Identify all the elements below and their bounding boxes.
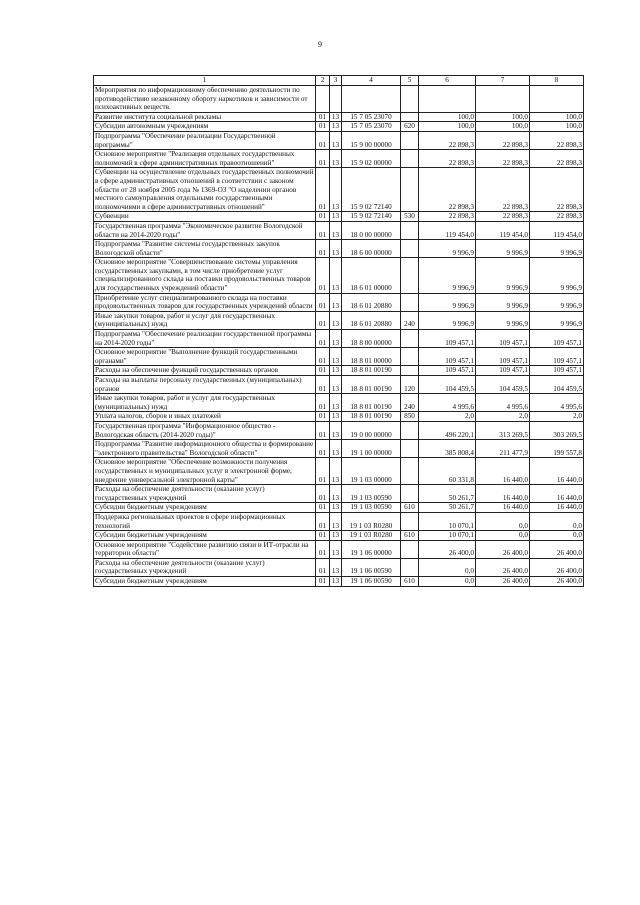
- row-name: Основное мероприятие "Совершенствование системы управления государственных закупками, в том числе приобретение услуг специализированного склада на поставки продовольственных товаров для государственных учреждений области": [94, 258, 316, 293]
- row-target-code: 19 1 03 R0280: [342, 512, 401, 530]
- row-target-code: 18 0 00 00000: [342, 221, 401, 239]
- row-value-2017: 9 996,9: [419, 240, 476, 258]
- row-name: Расходы на обеспечение деятельности (оказание услуг) государственных учреждений: [94, 485, 316, 503]
- row-name: Основное мероприятие "Содействие развитию связи и ИТ-отрасли на территории области": [94, 540, 316, 558]
- row-section: 01: [316, 485, 330, 503]
- row-name: Субвенции: [94, 212, 316, 222]
- row-expense-type: [401, 458, 419, 485]
- table-row: [94, 330, 584, 348]
- table-row: [94, 131, 584, 149]
- row-subsection: 13: [330, 540, 342, 558]
- row-name: Подпрограмма "Обеспечение реализации Государственной программы": [94, 131, 316, 149]
- row-target-code: 15 9 00 00000: [342, 131, 401, 149]
- row-section: 01: [316, 293, 330, 311]
- row-value-2018: 0,0: [476, 512, 530, 530]
- row-expense-type: [401, 240, 419, 258]
- row-value-2019: 16 440,0: [530, 458, 584, 485]
- row-value-2018: 26 400,0: [476, 540, 530, 558]
- row-expense-type: [401, 150, 419, 168]
- row-value-2019: 104 459,5: [530, 376, 584, 394]
- table-row: [94, 112, 584, 122]
- row-value-2018: 9 996,9: [476, 311, 530, 329]
- table-row: [94, 512, 584, 530]
- row-name: Мероприятия по информационному обеспечению деятельности по противодействию незаконному обороту наркотиков и зависимости от психоактивных веществ.: [94, 86, 316, 113]
- table-row: [94, 558, 584, 576]
- row-expense-type: [401, 540, 419, 558]
- row-section: 01: [316, 348, 330, 366]
- row-expense-type: 620: [401, 122, 419, 132]
- row-value-2019: 199 557,8: [530, 440, 584, 458]
- row-name: Субвенции на осуществление отдельных государственных полномочий в сфере административных отношений в соответствии с законом области от 28 ноября 2005 года № 1369-ОЗ "О наделении органов местного самоуправления отдельными государственными полномочиями в сфере административных отношений": [95, 168, 314, 211]
- row-value-2018: 16 440,0: [476, 458, 530, 485]
- row-value-2017: 9 996,9: [419, 311, 476, 329]
- row-target-code: 19 1 03 R0280: [342, 531, 401, 541]
- row-value-2017: 26 400,0: [419, 540, 476, 558]
- row-value-2018: 9 996,9: [476, 240, 530, 258]
- row-value-2018: 16 440,0: [476, 485, 530, 503]
- row-subsection: 13: [330, 440, 342, 458]
- table-row: [94, 240, 584, 258]
- row-section: 01: [316, 112, 330, 122]
- row-value-2018: 0,0: [476, 531, 530, 541]
- page-number: 9: [318, 40, 322, 49]
- row-section: 01: [316, 577, 330, 587]
- row-name: Субсидии автономным учреждениям: [94, 122, 316, 132]
- row-value-2019: 9 996,9: [530, 311, 584, 329]
- row-subsection: 13: [330, 577, 342, 587]
- table-row: [94, 485, 584, 503]
- row-expense-type: [401, 440, 419, 458]
- row-value-2018: 22 898,3: [476, 212, 530, 222]
- row-section: 01: [316, 540, 330, 558]
- row-target-code: 19 1 06 00590: [342, 577, 401, 587]
- row-value-2017: 22 898,3: [419, 150, 476, 168]
- table-row: [94, 212, 584, 222]
- table-row: [94, 412, 584, 422]
- row-value-2019: 22 898,3: [530, 131, 584, 149]
- row-subsection: 13: [330, 412, 342, 422]
- row-section: 01: [316, 122, 330, 132]
- row-expense-type: [401, 221, 419, 239]
- row-subsection: 13: [330, 330, 342, 348]
- row-value-2017: 109 457,1: [419, 366, 476, 376]
- row-expense-type: [401, 348, 419, 366]
- row-section: 01: [316, 503, 330, 513]
- row-value-2019: 9 996,9: [530, 293, 584, 311]
- row-value-2018: 4 995,6: [476, 394, 530, 412]
- table-row: [94, 376, 584, 394]
- row-section: 01: [316, 221, 330, 239]
- row-value-2019: 26 400,0: [530, 558, 584, 576]
- row-subsection: 13: [330, 258, 342, 293]
- row-value-2018: 119 454,0: [476, 221, 530, 239]
- row-value-2017: 2,0: [419, 412, 476, 422]
- row-subsection: 13: [330, 394, 342, 412]
- row-value-2017: 10 070,1: [419, 531, 476, 541]
- row-value-2017: 22 898,3: [419, 212, 476, 222]
- table-row: [94, 394, 584, 412]
- row-expense-type: [401, 112, 419, 122]
- row-value-2019: 22 898,3: [530, 212, 584, 222]
- row-expense-type: 850: [401, 412, 419, 422]
- row-value-2019: 100,0: [530, 112, 584, 122]
- row-target-code: 15 9 02 72140: [342, 212, 401, 222]
- row-value-2017: 22 898,3: [419, 131, 476, 149]
- row-name: Основное мероприятие "Выполнение функций государственными органами": [94, 348, 316, 366]
- row-subsection: 13: [330, 421, 342, 439]
- table-row: [94, 221, 584, 239]
- row-section: 01: [316, 531, 330, 541]
- row-target-code: 19 1 03 00000: [342, 458, 401, 485]
- row-subsection: 13: [330, 112, 342, 122]
- row-value-2018: 109 457,1: [476, 348, 530, 366]
- row-value-2018: 100,0: [476, 122, 530, 132]
- row-value-2019: 22 898,3: [530, 168, 584, 212]
- row-value-2017: 50 261,7: [419, 485, 476, 503]
- row-value-2018: 22 898,3: [476, 168, 530, 212]
- row-target-code: 18 8 01 00190: [342, 366, 401, 376]
- row-target-code: 18 8 01 00190: [342, 376, 401, 394]
- row-name: Основное мероприятие "Обеспечение возможности получения государственных и муниципальных услуг в электронной форме, внедрение универсальной электронной карты": [94, 458, 316, 485]
- row-subsection: 13: [330, 122, 342, 132]
- row-value-2017: 22 898,3: [419, 168, 476, 212]
- table-row: [94, 122, 584, 132]
- row-value-2018: 22 898,3: [476, 131, 530, 149]
- row-value-2019: 303 269,5: [530, 421, 584, 439]
- row-name: Государственная программа "Информационное общество - Вологодская область (2014-2020 годы)": [94, 421, 316, 439]
- row-name: Субсидии бюджетным учреждениям: [94, 503, 316, 513]
- row-subsection: 13: [330, 376, 342, 394]
- row-name: Развитие института социальной рекламы: [94, 112, 316, 122]
- row-subsection: 13: [330, 293, 342, 311]
- table-row: [94, 503, 584, 513]
- header-cell: 5: [401, 76, 419, 86]
- row-expense-type: [401, 366, 419, 376]
- row-subsection: 13: [330, 531, 342, 541]
- table-row: [94, 366, 584, 376]
- header-cell: 4: [342, 76, 401, 86]
- table-row: [94, 540, 584, 558]
- header-cell: 1: [94, 76, 316, 86]
- row-name: Субсидии бюджетным учреждениям: [94, 531, 316, 541]
- row-target-code: 18 6 00 00000: [342, 240, 401, 258]
- row-expense-type: 610: [401, 577, 419, 587]
- row-name: Подпрограмма "Обеспечение реализации государственной программы на 2014-2020 годы": [94, 330, 316, 348]
- row-value-2017: 119 454,0: [419, 221, 476, 239]
- row-value-2018: 9 996,9: [476, 293, 530, 311]
- header-cell: 7: [476, 76, 530, 86]
- row-value-2017: 496 220,1: [419, 421, 476, 439]
- row-subsection: 13: [330, 311, 342, 329]
- row-section: 01: [316, 412, 330, 422]
- row-value-2017: 60 331,8: [419, 458, 476, 485]
- header-cell: 3: [330, 76, 342, 86]
- header-cell: 8: [530, 76, 584, 86]
- row-value-2017: 100,0: [419, 122, 476, 132]
- row-value-2019: 109 457,1: [530, 366, 584, 376]
- row-value-2018: 26 400,0: [476, 558, 530, 576]
- row-section: 01: [316, 131, 330, 149]
- row-target-code: 19 1 06 00590: [342, 558, 401, 576]
- row-value-2019: 26 400,0: [530, 540, 584, 558]
- row-subsection: 13: [330, 150, 342, 168]
- row-section: 01: [316, 212, 330, 222]
- row-subsection: 13: [330, 131, 342, 149]
- row-section: 01: [316, 258, 330, 293]
- row-value-2017: 0,0: [419, 577, 476, 587]
- budget-table: [93, 75, 584, 587]
- table-row: [94, 150, 584, 168]
- row-target-code: 18 8 00 00000: [342, 330, 401, 348]
- row-value-2018: 100,0: [476, 112, 530, 122]
- row-section: 01: [316, 512, 330, 530]
- row-value-2018: 104 459,5: [476, 376, 530, 394]
- row-value-2017: 109 457,1: [419, 348, 476, 366]
- row-value-2019: 22 898,3: [530, 150, 584, 168]
- table-row: [94, 440, 584, 458]
- row-subsection: 13: [330, 458, 342, 485]
- row-value-2019: 4 995,6: [530, 394, 584, 412]
- row-value-2018: 313 269,5: [476, 421, 530, 439]
- row-subsection: 13: [330, 512, 342, 530]
- row-value-2019: 9 996,9: [530, 258, 584, 293]
- row-name: Подпрограмма "Развитие системы государственных закупок Вологодской области": [94, 240, 316, 258]
- row-value-2019: 9 996,9: [530, 240, 584, 258]
- row-value-2019: 100,0: [530, 122, 584, 132]
- row-value-2018: 16 440,0: [476, 503, 530, 513]
- row-value-2017: 104 459,5: [419, 376, 476, 394]
- row-section: 01: [316, 458, 330, 485]
- row-value-2017: 9 996,9: [419, 258, 476, 293]
- row-value-2019: 0,0: [530, 531, 584, 541]
- row-section: 01: [316, 440, 330, 458]
- row-name: Основное мероприятие "Реализация отдельных государственных полномочий в сфере административных правоотношений": [94, 150, 316, 168]
- header-row: [94, 76, 584, 86]
- row-name: Государственная программа "Экономическое развитие Вологодской области на 2014-2020 годы": [94, 221, 316, 239]
- row-expense-type: [401, 258, 419, 293]
- row-target-code: 18 6 01 20880: [342, 293, 401, 311]
- row-target-code: 18 8 01 00000: [342, 348, 401, 366]
- row-subsection: 13: [330, 212, 342, 222]
- row-name: Подпрограмма "Развитие информационного общества и формирование "электронного правительства" Вологодской области": [94, 440, 316, 458]
- row-subsection: 13: [330, 558, 342, 576]
- row-expense-type: [401, 131, 419, 149]
- row-value-2018: 26 400,0: [476, 577, 530, 587]
- row-expense-type: 120: [401, 376, 419, 394]
- row-value-2018: [476, 86, 530, 113]
- row-section: 01: [316, 366, 330, 376]
- row-expense-type: [401, 421, 419, 439]
- table-row: [94, 258, 584, 293]
- row-expense-type: 610: [401, 531, 419, 541]
- row-value-2019: 2,0: [530, 412, 584, 422]
- row-value-2017: 50 261,7: [419, 503, 476, 513]
- row-expense-type: 240: [401, 394, 419, 412]
- row-value-2017: [419, 86, 476, 113]
- table-row: [94, 531, 584, 541]
- row-expense-type: [401, 168, 419, 212]
- table-row: [94, 293, 584, 311]
- row-target-code: 19 1 03 00590: [342, 503, 401, 513]
- row-value-2019: 109 457,1: [530, 348, 584, 366]
- row-value-2019: 16 440,0: [530, 503, 584, 513]
- row-value-2018: 109 457,1: [476, 330, 530, 348]
- row-target-code: 19 0 00 00000: [342, 421, 401, 439]
- row-subsection: 13: [330, 348, 342, 366]
- row-expense-type: [401, 485, 419, 503]
- row-value-2017: 385 808,4: [419, 440, 476, 458]
- row-subsection: [330, 86, 342, 113]
- row-name: Иные закупки товаров, работ и услуг для государственных (муниципальных) нужд: [94, 311, 316, 329]
- row-subsection: 13: [330, 485, 342, 503]
- header-cell: 2: [316, 76, 330, 86]
- row-target-code: 18 8 01 00190: [342, 394, 401, 412]
- table-row: [94, 458, 584, 485]
- row-expense-type: [401, 293, 419, 311]
- table-row: [94, 168, 584, 212]
- row-section: 01: [316, 240, 330, 258]
- row-value-2017: 10 070,1: [419, 512, 476, 530]
- row-expense-type: 240: [401, 311, 419, 329]
- row-section: [316, 86, 330, 113]
- row-value-2017: 109 457,1: [419, 330, 476, 348]
- row-name: Расходы на обеспечение функций государственных органов: [94, 366, 316, 376]
- row-value-2017: 4 995,6: [419, 394, 476, 412]
- row-value-2019: 26 400,0: [530, 577, 584, 587]
- row-target-code: 18 6 01 00000: [342, 258, 401, 293]
- row-name: Поддержка региональных проектов в сфере информационных технологий: [94, 512, 316, 530]
- row-target-code: 19 1 06 00000: [342, 540, 401, 558]
- row-expense-type: [401, 86, 419, 113]
- row-value-2018: 9 996,9: [476, 258, 530, 293]
- row-target-code: [342, 86, 401, 113]
- row-subsection: 13: [330, 503, 342, 513]
- row-expense-type: 530: [401, 212, 419, 222]
- row-value-2018: 22 898,3: [476, 150, 530, 168]
- row-section: 01: [316, 311, 330, 329]
- row-subsection: 13: [330, 240, 342, 258]
- row-subsection: 13: [330, 168, 342, 212]
- row-section: 01: [316, 150, 330, 168]
- row-target-code: 18 6 01 20880: [342, 311, 401, 329]
- row-value-2019: 109 457,1: [530, 330, 584, 348]
- row-value-2018: 211 477,9: [476, 440, 530, 458]
- row-name: Приобретение услуг специализированного склада на поставки продовольственных товаров для государственных учреждений области: [94, 293, 316, 311]
- row-name: Иные закупки товаров, работ и услуг для государственных (муниципальных) нужд: [94, 394, 316, 412]
- row-expense-type: 610: [401, 503, 419, 513]
- header-cell: 6: [419, 76, 476, 86]
- row-target-code: 15 7 05 23070: [342, 112, 401, 122]
- row-target-code: 15 7 05 23070: [342, 122, 401, 132]
- row-value-2019: 0,0: [530, 512, 584, 530]
- row-name: Уплата налогов, сборов и иных платежей: [94, 412, 316, 422]
- row-value-2019: 16 440,0: [530, 485, 584, 503]
- table-row: [94, 421, 584, 439]
- row-value-2018: 2,0: [476, 412, 530, 422]
- row-name: Расходы на выплаты персоналу государственных (муниципальных) органов: [94, 376, 316, 394]
- row-section: 01: [316, 421, 330, 439]
- row-value-2017: 0,0: [419, 558, 476, 576]
- row-target-code: 15 9 02 72140: [342, 168, 401, 212]
- row-section: 01: [316, 394, 330, 412]
- row-subsection: 13: [330, 221, 342, 239]
- row-target-code: 18 8 01 00190: [342, 412, 401, 422]
- row-value-2018: 109 457,1: [476, 366, 530, 376]
- row-value-2017: 9 996,9: [419, 293, 476, 311]
- table-row: [94, 311, 584, 329]
- row-target-code: 19 1 03 00590: [342, 485, 401, 503]
- row-expense-type: [401, 512, 419, 530]
- row-target-code: 15 9 02 00000: [342, 150, 401, 168]
- row-expense-type: [401, 558, 419, 576]
- row-section: 01: [316, 376, 330, 394]
- row-section: 01: [316, 558, 330, 576]
- table-row: [94, 86, 584, 113]
- row-name: Расходы на обеспечение деятельности (оказание услуг) государственных учреждений: [94, 558, 316, 576]
- row-value-2019: [530, 86, 584, 113]
- row-value-2017: 100,0: [419, 112, 476, 122]
- row-section: 01: [316, 330, 330, 348]
- row-expense-type: [401, 330, 419, 348]
- table-row: [94, 577, 584, 587]
- table-row: [94, 348, 584, 366]
- row-subsection: 13: [330, 366, 342, 376]
- row-value-2019: 119 454,0: [530, 221, 584, 239]
- row-section: 01: [316, 168, 330, 212]
- row-target-code: 19 1 00 00000: [342, 440, 401, 458]
- row-name: Субсидии бюджетным учреждениям: [94, 577, 316, 587]
